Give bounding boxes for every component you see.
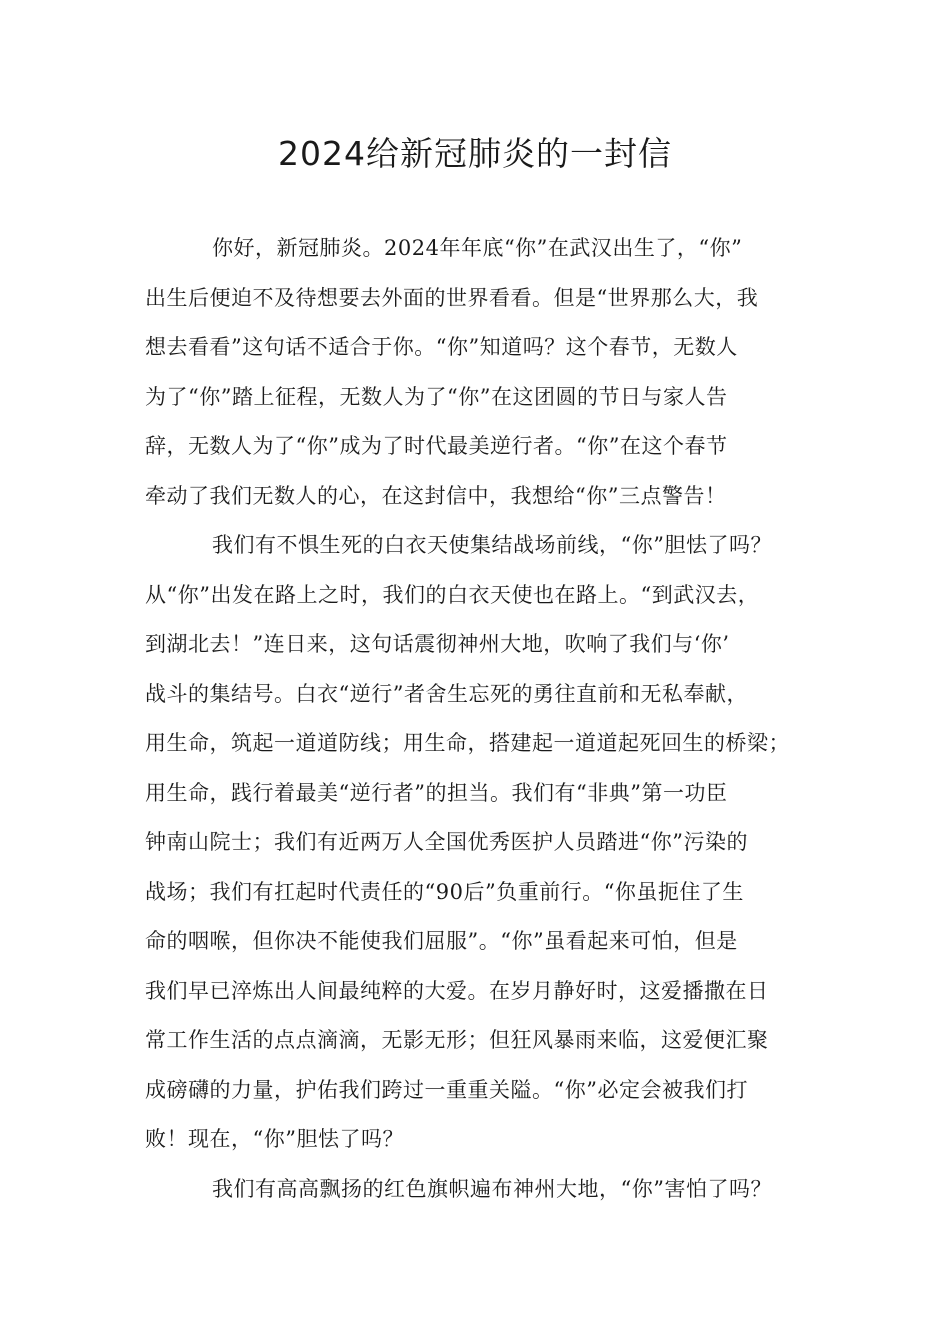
text-line: 用生命，筑起一道道防线；用生命，搭建起一道道起死回生的桥梁；: [145, 731, 790, 755]
text-line: 钟南山院士；我们有近两万人全国优秀医护人员踏进“你”污染的: [145, 830, 748, 854]
text-line: 命的咽喉，但你决不能使我们屈服”。“你”虽看起来可怕，但是: [145, 929, 738, 953]
document-title: 2024给新冠肺炎的一封信: [278, 134, 672, 173]
text-line: 用生命，践行着最美“逆行者”的担当。我们有“非典”第一功臣: [145, 780, 728, 805]
text-line: 想去看看”这句话不适合于你。“你”知道吗？这个春节，无数人: [145, 335, 738, 359]
text-line: 我们早已淬炼出人间最纯粹的大爱。在岁月静好时，这爱播撒在日: [145, 978, 769, 1003]
text-line: 辞，无数人为了“你”成为了时代最美逆行者。“你”在这个春节: [145, 434, 728, 458]
text-line: 出生后便迫不及待想要去外面的世界看看。但是“世界那么大，我: [145, 285, 759, 310]
text-line: 到湖北去！”连日来，这句话震彻神州大地，吹响了我们与‘你’: [145, 632, 730, 656]
text-line: 战斗的集结号。白衣“逆行”者舍生忘死的勇往直前和无私奉献，: [145, 681, 748, 706]
text-line: 牵动了我们无数人的心，在这封信中，我想给“你”三点警告！: [145, 483, 727, 508]
text-line: 从“你”出发在路上之时，我们的白衣天使也在路上。“到武汉去，: [145, 582, 760, 607]
text-line: 你好，新冠肺炎。2024年年底“你”在武汉出生了，“你”: [212, 236, 743, 260]
text-line: 成磅礴的力量，护佑我们跨过一重重关隘。“你”必定会被我们打: [145, 1077, 748, 1102]
text-line: 我们有高高飘扬的红色旗帜遍布神州大地，“你”害怕了吗？: [212, 1176, 772, 1201]
document-body: [145, 224, 835, 1214]
text-line: 我们有不惧生死的白衣天使集结战场前线，“你”胆怯了吗？: [212, 533, 772, 557]
text-line: 败！现在，“你”胆怯了吗？: [145, 1127, 404, 1151]
text-line: 战场；我们有扛起时代责任的“90后”负重前行。“你虽扼住了生: [145, 879, 744, 904]
text-line: 为了“你”踏上征程，无数人为了“你”在这团圆的节日与家人告: [145, 384, 728, 409]
text-line: 常工作生活的点点滴滴，无影无形；但狂风暴雨来临，这爱便汇聚: [145, 1028, 769, 1052]
